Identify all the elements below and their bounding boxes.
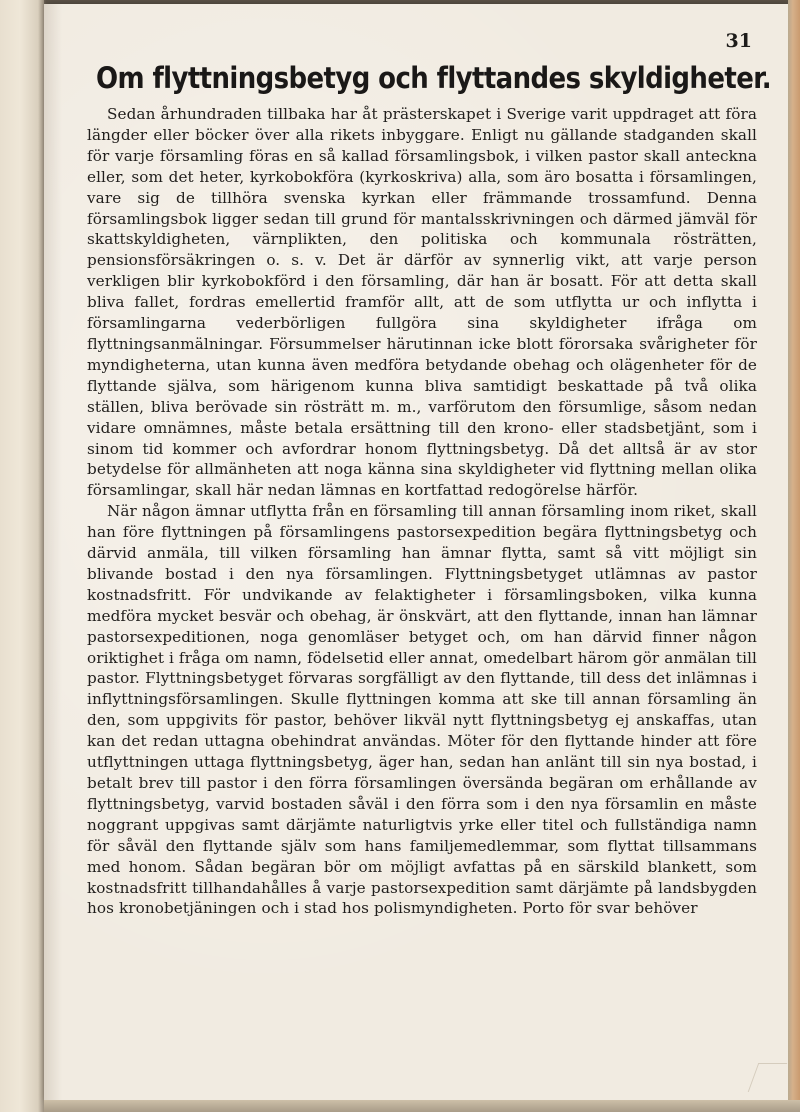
page-corner-fold — [748, 1063, 788, 1092]
body-text — [87, 104, 757, 919]
paragraph: Sedan århundraden tillbaka har åt prästerskapet i Sverige varit uppdraget att föra längder eller böcker över alla rikets inbyggare. Enligt nu gällande stadganden skall för varje församling föras en så kallad församlingsbok, i vilken pastor skall anteckna eller, som det heter, kyrkobokföra (kyrkoskriva) alla, som äro bosatta i församlingen, vare sig de tillhöra svenska kyrkan eller främmande trossamfund. Denna församlingsbok ligger sedan till grund för mantalsskrivningen och därmed jämväl för skattskyldigheten, värnplikten, den politiska och kommunala rösträtten, pensionsförsäkringen o. s. v. Det är därför av synnerlig vikt, att varje person verkligen blir kyrkobokförd i den församling, där han är bosatt. För att detta skall bliva fallet, fordras emellertid framför allt, att de som utflytta ur och inflytta i församlingarna vederbörligen fullgöra sina skyldigheter ifråga om flyttningsanmälningar. Försummelser härutinnan icke blott förorsaka svårigheter för myndigheterna, utan kunna även medföra betydande obehag och olägenheter för de flyttande själva, som härigenom kunna bliva samtidigt beskattade på två olika ställen, bliva berövade sin rösträtt m. m., varförutom den försumlige, såsom nedan vidare omnämnes, måste betala ersättning till den krono- eller stadsbetjänt, som i sinom tid kommer och avfordrar honom flyttningsbetyg. Då det alltså är av stor betydelse för allmänheten att noga känna sina skyldigheter vid flyttning mellan olika församlingar, skall här nedan lämnas en kortfattad redogörelse härför. — [87, 105, 757, 500]
left-page-edge — [0, 0, 44, 1112]
book-page — [44, 4, 788, 1100]
page-stack-edge — [44, 1100, 800, 1112]
paragraph: När någon ämnar utflytta från en församling till annan församling inom riket, skall han före flyttningen på församlingens pastorsexpedition begära flyttningsbetyg och därvid anmäla, till vilken församling han ämnar flytta, samt så vitt möjligt sin blivande bostad i den nya församlingen. Flyttningsbetyget utlämnas av pastor kostnadsfritt. För undvikande av felaktigheter i församlingsboken, vilka kunna medföra mycket besvär och obehag, är önskvärt, att den flyttande, innan han lämnar pastorsexpeditionen, noga genomläser betyget och, om han därvid finner någon oriktighet i fråga om namn, födelsetid eller annat, omedelbart härom gör anmälan till pastor. Flyttningsbetyget förvaras sorgfälligt av den flyttande, till dess det inlämnas i inflyttningsförsamlingen. Skulle flyttningen komma att ske till annan församling än den, som uppgivits för pastor, behöver likväl nytt flyttningsbetyg ej anskaffas, utan kan det redan uttagna obehindrat användas. Möter för den flyttande hinder att före utflyttningen uttaga flyttningsbetyg, äger han, sedan han anlänt till sin nya bostad, i betalt brev till pastor i den förra församlingen översända begäran om erhållande av flyttningsbetyg, varvid bostaden såväl i den förra som i den nya församlin en måste noggrant uppgivas samt därjämte naturligtvis yrke eller titel och fullständiga namn för såväl den flyttande själv som hans familjemedlemmar, som flyttat tillsammans med honom. Sådan begäran bör om möjligt avfattas på en särskild blankett, som kostnadsfritt tillhandahålles å varje pastorsexpedition samt därjämte på landsbygden hos kronobetjäningen och i stad hos polismyndigheten. Porto för svar behöver — [87, 502, 757, 918]
book-cover-edge — [788, 0, 800, 1112]
page-number: 31 — [725, 30, 752, 52]
page-title: Om flyttningsbetyg och flyttandes skyldigheter. — [96, 62, 772, 96]
